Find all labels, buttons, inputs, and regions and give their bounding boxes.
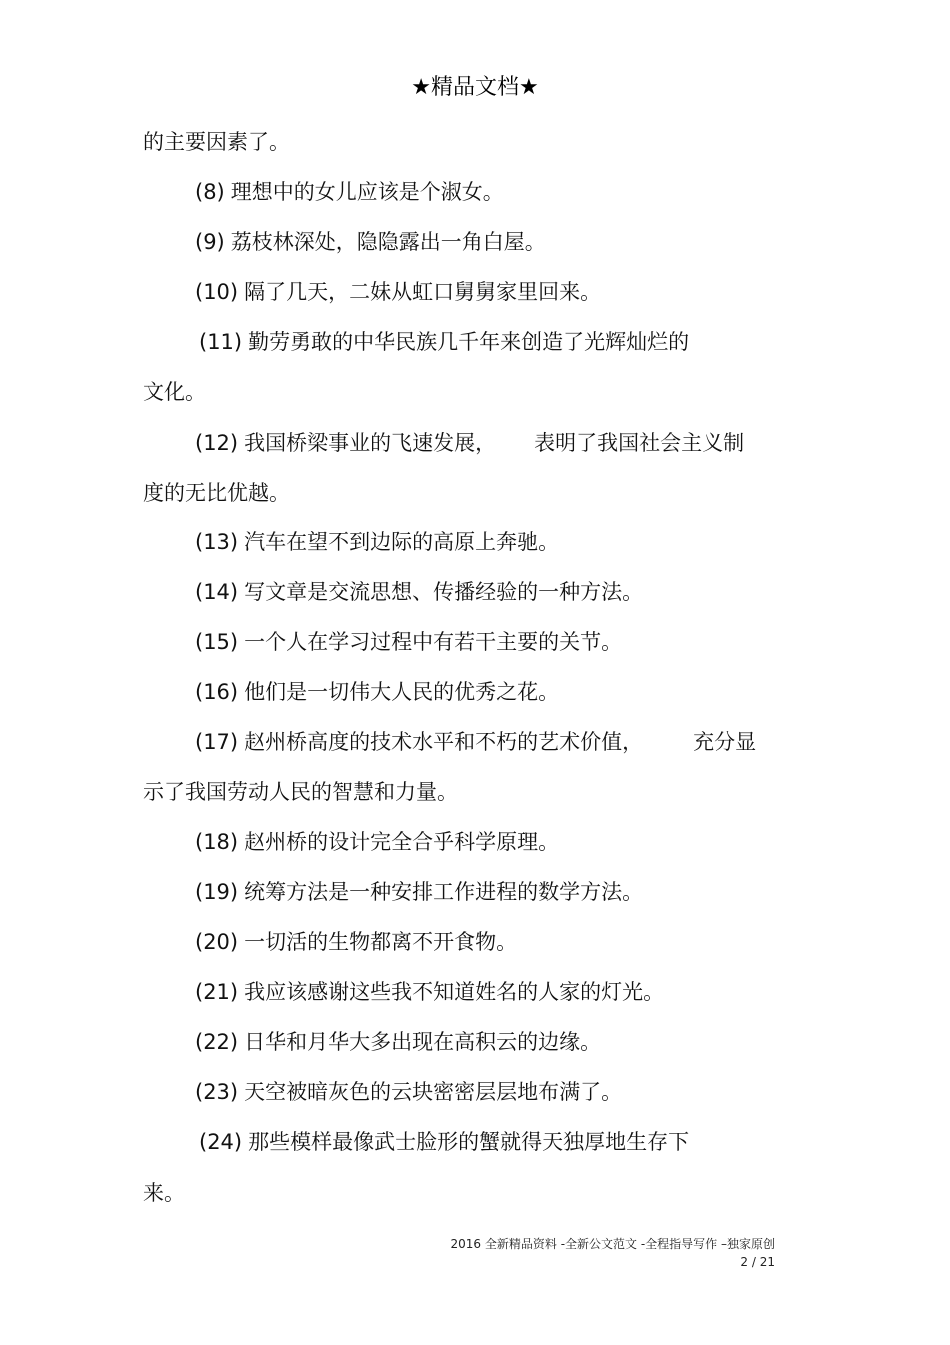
footer-tagline: 2016 全新精品资料 -全新公文范文 -全程指导写作 –独家原创 [450,1237,775,1251]
item-number: (15) [195,630,239,654]
list-item [195,977,664,1007]
list-item [195,727,756,757]
list-item [195,277,601,307]
item-number: (13) [195,530,239,554]
text-line [143,377,206,407]
line-text: 示了我国劳动人民的智慧和力量。 [143,780,458,804]
item-number: (22) [195,1030,239,1054]
item-text: 日华和月华大多出现在高积云的边缘。 [244,1030,602,1054]
item-text: 理想中的女儿应该是个淑女。 [230,180,504,204]
item-number: (9) [195,230,225,254]
text-line [143,777,458,807]
item-number: (21) [195,980,239,1004]
list-item [195,177,504,207]
item-text: 天空被暗灰色的云块密密层层地布满了。 [244,1080,623,1104]
list-item [195,627,622,657]
item-number: (12) [195,431,239,455]
page-number: 2 / 21 [740,1255,775,1269]
item-number: (17) [195,730,239,754]
text-line [143,1178,185,1208]
item-text: 我国桥梁事业的飞速发展， [244,431,497,455]
item-number: (20) [195,930,239,954]
item-text: 荔枝林深处，隐隐露出一角白屋。 [230,230,546,254]
item-text: 勤劳勇敢的中华民族几千年来创造了光辉灿烂的 [248,330,690,354]
line-text: 文化。 [143,380,206,404]
list-item [195,827,559,857]
item-text: 写文章是交流思想、传播经验的一种方法。 [244,580,644,604]
item-text: 汽车在望不到边际的高原上奔驰。 [244,530,560,554]
list-item [195,227,546,257]
item-number: (24) [199,1130,243,1154]
line-text: 的主要因素了。 [143,130,290,154]
item-text: 统筹方法是一种安排工作进程的数学方法。 [244,880,644,904]
list-item [195,677,559,707]
item-text: 他们是一切伟大人民的优秀之花。 [244,680,560,704]
item-number: (18) [195,830,239,854]
page-header-title: ★精品文档★ [411,75,539,100]
list-item [195,927,517,957]
list-item [195,428,744,458]
text-line [143,127,290,157]
item-text-continued: 表明了我国社会主义制 [534,431,745,455]
item-text: 一个人在学习过程中有若干主要的关节。 [244,630,623,654]
item-number: (11) [199,330,243,354]
line-text: 度的无比优越。 [143,481,290,505]
item-number: (16) [195,680,239,704]
item-text-continued: 充分显 [693,730,757,754]
item-text: 我应该感谢这些我不知道姓名的人家的灯光。 [244,980,665,1004]
list-item [195,527,559,557]
text-line [143,478,290,508]
item-text: 隔了几天，二妹从虹口舅舅家里回来。 [244,280,602,304]
item-number: (23) [195,1080,239,1104]
item-number: (14) [195,580,239,604]
item-text: 赵州桥的设计完全合乎科学原理。 [244,830,560,854]
item-text: 赵州桥高度的技术水平和不朽的艺术价值， [244,730,644,754]
list-item [195,577,643,607]
line-text: 来。 [143,1181,185,1205]
item-number: (8) [195,180,225,204]
item-text: 那些模样最像武士脸形的蟹就得天独厚地生存下 [248,1130,690,1154]
list-item [195,1077,622,1107]
list-item [195,1027,601,1057]
list-item [199,327,689,357]
list-item [199,1127,689,1157]
item-number: (19) [195,880,239,904]
item-text: 一切活的生物都离不开食物。 [244,930,518,954]
item-number: (10) [195,280,239,304]
list-item [195,877,643,907]
